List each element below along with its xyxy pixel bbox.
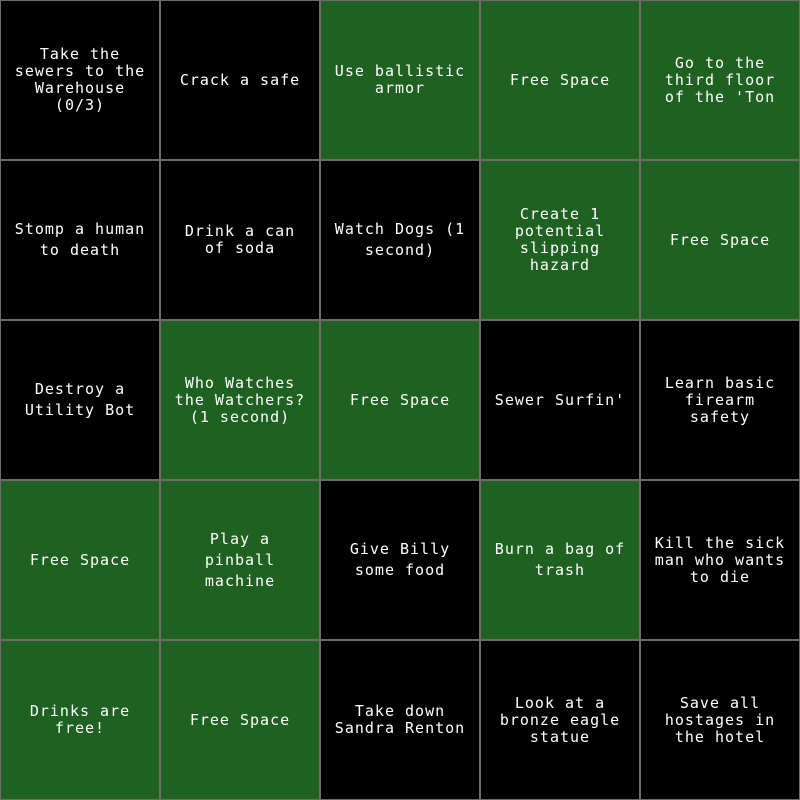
bingo-cell-label: Learn basic firearm safety xyxy=(664,373,776,426)
bingo-cell-label: Stomp a human to death xyxy=(14,220,146,259)
bingo-cell-label: Who Watches the Watchers? (1 second) xyxy=(174,373,306,426)
bingo-cell-label: Save all hostages in the hotel xyxy=(664,693,776,746)
bingo-cell-label: Drink a can of soda xyxy=(184,222,296,257)
bingo-cell-label: Use ballistic armor xyxy=(334,62,466,97)
bingo-cell[interactable] xyxy=(0,480,160,640)
bingo-cell[interactable] xyxy=(320,160,480,320)
bingo-cell-label: Look at a bronze eagle statue xyxy=(499,693,621,746)
bingo-cell[interactable] xyxy=(0,0,160,160)
bingo-cell[interactable] xyxy=(320,0,480,160)
bingo-cell[interactable] xyxy=(160,480,320,640)
bingo-cell-label: Take the sewers to the Warehouse (0/3) xyxy=(14,45,146,114)
bingo-cell-label: Free Space xyxy=(669,230,771,249)
bingo-cell[interactable] xyxy=(640,160,800,320)
bingo-cell-label: Play a pinball machine xyxy=(204,529,276,590)
bingo-cell[interactable] xyxy=(480,640,640,800)
bingo-cell[interactable] xyxy=(160,640,320,800)
bingo-cell-label: Free Space xyxy=(509,70,611,89)
bingo-cell-label: Free Space xyxy=(189,710,291,729)
bingo-cell[interactable] xyxy=(640,640,800,800)
bingo-cell-label: Free Space xyxy=(29,550,131,569)
bingo-cell-label: Free Space xyxy=(349,390,451,409)
bingo-cell-label: Destroy a Utility Bot xyxy=(24,380,136,419)
bingo-cell[interactable] xyxy=(160,320,320,480)
bingo-cell[interactable] xyxy=(320,480,480,640)
bingo-cell-label: Watch Dogs (1 second) xyxy=(334,220,466,259)
bingo-cell[interactable] xyxy=(640,480,800,640)
bingo-cell[interactable] xyxy=(640,320,800,480)
bingo-cell[interactable] xyxy=(480,480,640,640)
bingo-cell-label: Sewer Surfin' xyxy=(494,390,626,409)
bingo-cell-label: Kill the sick man who wants to die xyxy=(654,533,786,586)
bingo-cell[interactable] xyxy=(0,640,160,800)
bingo-cell[interactable] xyxy=(160,160,320,320)
bingo-cell-label: Crack a safe xyxy=(179,70,301,89)
bingo-cell[interactable] xyxy=(320,320,480,480)
bingo-cell[interactable] xyxy=(480,0,640,160)
bingo-cell[interactable] xyxy=(640,0,800,160)
bingo-cell-label: Create 1 potential slipping hazard xyxy=(514,205,606,274)
bingo-cell-label: Take down Sandra Renton xyxy=(334,702,466,737)
bingo-cell[interactable] xyxy=(0,160,160,320)
bingo-cell[interactable] xyxy=(480,160,640,320)
bingo-cell-label: Drinks are free! xyxy=(29,702,131,737)
bingo-cell[interactable] xyxy=(0,320,160,480)
bingo-cell-label: Go to the third floor of the 'Ton xyxy=(664,53,776,106)
bingo-cell[interactable] xyxy=(320,640,480,800)
bingo-cell-label: Give Billy some food xyxy=(349,540,451,579)
bingo-cell-label: Burn a bag of trash xyxy=(494,540,626,579)
bingo-cell[interactable] xyxy=(160,0,320,160)
bingo-cell[interactable] xyxy=(480,320,640,480)
